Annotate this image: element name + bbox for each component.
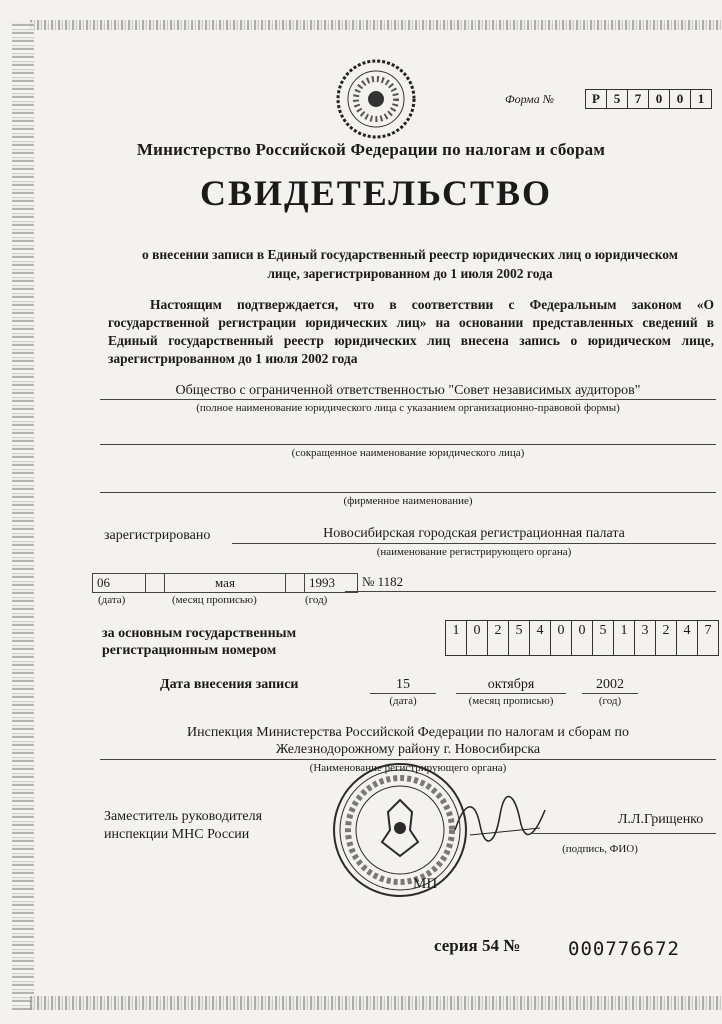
signatory-caption: (подпись, ФИО) <box>562 843 638 855</box>
hologram-seal-icon <box>335 58 417 140</box>
official-seal-icon <box>330 760 470 900</box>
registered-caption: (наименование регистрирующего органа) <box>376 546 572 558</box>
reg-spacer <box>286 573 305 593</box>
entry-year: 2002 <box>596 677 624 692</box>
ogrn-digit: 0 <box>467 620 488 656</box>
series-label: серия 54 № <box>434 936 521 955</box>
registered-label: зарегистрировано <box>104 528 211 543</box>
reg-number-line <box>345 591 716 592</box>
reg-number-value: 1182 <box>377 574 404 589</box>
firm-name-line <box>100 492 716 493</box>
entry-year-line <box>582 693 638 694</box>
reg-day-caption: (дата) <box>98 594 126 606</box>
full-name-line <box>100 399 716 400</box>
certificate-title: СВИДЕТЕЛЬСТВО <box>199 173 553 213</box>
left-border <box>12 22 34 1010</box>
registering-authority: Новосибирская городская регистрационная палата <box>323 526 625 541</box>
registration-date-row <box>92 573 407 591</box>
signatory-position-1: Заместитель руководителя <box>104 809 263 824</box>
entry-month: октября <box>487 677 535 692</box>
series-number: 000776672 <box>568 938 680 960</box>
form-label: Форма № <box>505 92 555 106</box>
registered-line <box>232 543 716 544</box>
ogrn-digit: 7 <box>698 620 719 656</box>
entry-day: 15 <box>396 677 410 692</box>
stamp-mark: МП <box>413 876 438 892</box>
inspection-caption: (Наименование регистрирующего органа) <box>309 762 507 774</box>
form-code-char: 1 <box>691 89 712 109</box>
form-code-char: 5 <box>607 89 628 109</box>
short-name-caption: (сокращенное наименование юридического лица) <box>291 447 525 459</box>
ogrn-label-line-2: регистрационным номером <box>102 643 277 658</box>
entry-date-label: Дата внесения записи <box>160 677 299 692</box>
inspection-line-1: Инспекция Министерства Российской Федерации по налогам и сборам по <box>187 725 629 740</box>
ogrn-digit: 1 <box>614 620 635 656</box>
entry-day-caption: (дата) <box>389 695 417 707</box>
ogrn-label-line-1: за основным государственным <box>102 626 297 641</box>
certificate-subtitle <box>100 245 720 283</box>
subtitle-line-2: лице, зарегистрированном до 1 июля 2002 года <box>267 266 553 281</box>
entry-year-caption: (год) <box>598 695 622 707</box>
signatory-name: Л.Л.Грищенко <box>618 812 704 827</box>
reg-spacer <box>146 573 165 593</box>
ogrn-digit: 5 <box>593 620 614 656</box>
signatory-position-2: инспекции МНС России <box>104 827 250 842</box>
ogrn-boxes <box>445 620 719 656</box>
reg-year: 1993 <box>305 573 358 593</box>
signatory-position <box>104 808 262 844</box>
ogrn-digit: 2 <box>488 620 509 656</box>
ogrn-digit: 2 <box>656 620 677 656</box>
ogrn-digit: 3 <box>635 620 656 656</box>
ogrn-digit: 0 <box>572 620 593 656</box>
body-paragraph: Настоящим подтверждается, что в соответствии с Федеральным законом «О государственной регистрации юридических лиц» на основании представленных сведений в Единый государственный реестр юридических лиц внесена запись о юридическом лице, зарегистрированном до 1 июля 2002 года <box>108 297 714 366</box>
firm-name-caption: (фирменное наименование) <box>343 495 473 507</box>
signature-line <box>530 833 716 834</box>
full-name-caption: (полное наименование юридического лица с указанием организационно-правовой формы) <box>196 402 620 414</box>
signature-icon <box>450 790 550 850</box>
form-code-char: 0 <box>670 89 691 109</box>
full-name-value: Общество с ограниченной ответственностью "Совет независимых аудиторов" <box>175 383 641 398</box>
reg-number <box>358 573 407 591</box>
entry-month-line <box>456 693 566 694</box>
entry-month-caption: (месяц прописью) <box>468 695 554 707</box>
ogrn-label <box>102 625 296 659</box>
short-name-line <box>100 444 716 445</box>
top-border <box>30 20 722 30</box>
form-code-char: Р <box>585 89 607 109</box>
ogrn-digit: 4 <box>677 620 698 656</box>
reg-number-label: № <box>362 574 375 589</box>
ogrn-digit: 4 <box>530 620 551 656</box>
ogrn-digit: 5 <box>509 620 530 656</box>
form-code-char: 0 <box>649 89 670 109</box>
bottom-border <box>30 996 722 1010</box>
entry-day-line <box>370 693 436 694</box>
form-code-char: 7 <box>628 89 649 109</box>
ogrn-digit: 1 <box>445 620 467 656</box>
ministry-heading: Министерство Российской Федерации по налогам и сборам <box>136 140 606 159</box>
subtitle-line-1: о внесении записи в Единый государственный реестр юридических лиц о юридическом <box>141 247 679 262</box>
reg-month-caption: (месяц прописью) <box>172 594 257 606</box>
reg-year-caption: (год) <box>305 594 328 606</box>
inspection-line-2: Железнодорожному району г. Новосибирска <box>275 742 541 757</box>
reg-month: мая <box>165 573 286 593</box>
ogrn-digit: 0 <box>551 620 572 656</box>
reg-day: 06 <box>92 573 146 593</box>
form-code <box>585 89 712 109</box>
